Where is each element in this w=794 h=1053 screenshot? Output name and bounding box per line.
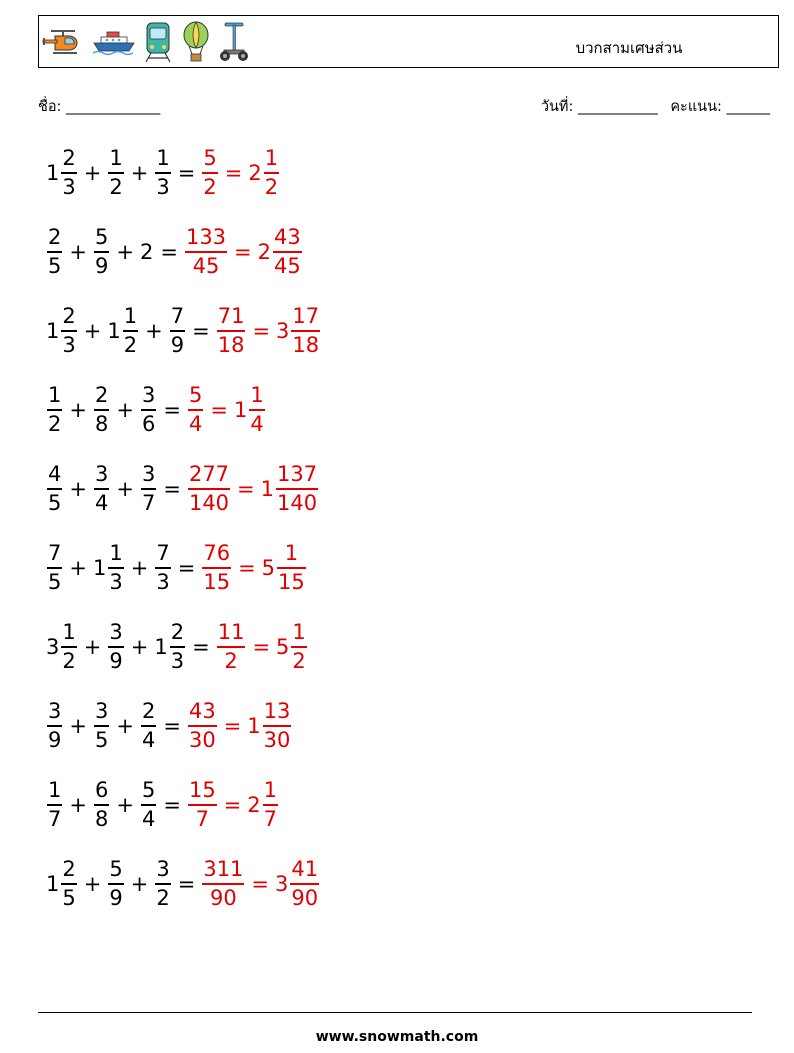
numerator: 4 bbox=[48, 462, 62, 487]
denominator: 4 bbox=[250, 411, 264, 436]
equals-sign: = bbox=[163, 714, 181, 738]
fraction bbox=[61, 306, 76, 356]
plus-sign: + bbox=[69, 793, 87, 817]
addend bbox=[107, 622, 124, 672]
plus-sign: + bbox=[130, 161, 149, 185]
fraction bbox=[141, 464, 156, 514]
numerator: 3 bbox=[141, 383, 156, 408]
numerator: 3 bbox=[156, 857, 170, 882]
numerator: 2 bbox=[62, 146, 76, 171]
whole-number: 1 bbox=[247, 714, 261, 738]
fraction bbox=[141, 780, 156, 830]
numerator: 2 bbox=[170, 620, 185, 645]
numerator: 2 bbox=[62, 304, 76, 329]
numerator: 1 bbox=[109, 541, 123, 566]
denominator: 30 bbox=[188, 727, 216, 752]
denominator: 2 bbox=[48, 411, 62, 436]
numerator: 3 bbox=[48, 699, 62, 724]
numerator: 5 bbox=[109, 857, 123, 882]
denominator: 9 bbox=[170, 332, 185, 357]
fraction bbox=[141, 385, 156, 435]
numerator: 17 bbox=[292, 304, 320, 329]
denominator: 90 bbox=[210, 885, 237, 910]
numerator: 1 bbox=[264, 146, 279, 171]
denominator: 30 bbox=[263, 727, 291, 752]
whole-number: 2 bbox=[247, 793, 261, 817]
footer-divider bbox=[38, 1012, 752, 1013]
helicopter-icon bbox=[41, 27, 87, 57]
plus-sign: + bbox=[116, 240, 134, 264]
denominator: 4 bbox=[94, 490, 109, 515]
answer bbox=[201, 148, 280, 198]
denominator: 9 bbox=[94, 253, 109, 278]
whole-number: 1 bbox=[107, 319, 121, 343]
denominator: 5 bbox=[48, 490, 62, 515]
denominator: 3 bbox=[109, 569, 123, 594]
denominator: 7 bbox=[263, 806, 278, 831]
denominator: 2 bbox=[62, 648, 76, 673]
improper-fraction-answer bbox=[202, 859, 244, 909]
equals-sign: = bbox=[192, 635, 210, 659]
denominator: 2 bbox=[264, 174, 279, 199]
numerator: 7 bbox=[170, 304, 185, 329]
numerator: 2 bbox=[141, 699, 156, 724]
numerator: 5 bbox=[141, 778, 156, 803]
denominator: 140 bbox=[188, 490, 230, 515]
fraction bbox=[170, 622, 185, 672]
fraction bbox=[108, 859, 123, 909]
answer bbox=[216, 306, 321, 356]
hot-air-balloon-icon bbox=[179, 20, 213, 64]
fraction bbox=[94, 227, 109, 277]
fraction bbox=[141, 701, 156, 751]
numerator: 3 bbox=[94, 699, 109, 724]
improper-fraction-answer bbox=[188, 464, 230, 514]
denominator: 7 bbox=[141, 490, 156, 515]
plus-sign: + bbox=[130, 556, 149, 580]
plus-sign: + bbox=[130, 872, 149, 896]
whole-number: 2 bbox=[248, 161, 262, 185]
fraction bbox=[94, 701, 109, 751]
denominator: 9 bbox=[109, 885, 123, 910]
mixed-number-answer bbox=[234, 385, 266, 435]
denominator: 4 bbox=[141, 727, 156, 752]
numerator: 7 bbox=[48, 541, 62, 566]
mixed-number-answer bbox=[275, 859, 320, 909]
whole-number: 2 bbox=[139, 240, 154, 264]
whole-number: 5 bbox=[276, 635, 290, 659]
equals-sign: = bbox=[252, 635, 271, 659]
numerator: 6 bbox=[94, 778, 109, 803]
mixed-number-answer bbox=[262, 543, 307, 593]
whole-number: 1 bbox=[92, 556, 107, 580]
equals-sign: = bbox=[234, 240, 252, 264]
numerator: 311 bbox=[203, 857, 244, 882]
answer bbox=[187, 701, 292, 751]
addend bbox=[140, 240, 154, 264]
problem-row bbox=[46, 538, 307, 598]
addend bbox=[93, 227, 110, 277]
fraction bbox=[94, 780, 109, 830]
numerator: 1 bbox=[156, 146, 170, 171]
score-field: คะแนน: ______ bbox=[670, 99, 770, 115]
equals-sign: = bbox=[224, 161, 243, 185]
fraction bbox=[47, 464, 62, 514]
answer bbox=[187, 780, 279, 830]
whole-number: 1 bbox=[46, 872, 60, 896]
fraction bbox=[155, 859, 170, 909]
answer bbox=[201, 543, 306, 593]
addend bbox=[154, 859, 171, 909]
numerator: 71 bbox=[217, 304, 245, 329]
addend bbox=[46, 543, 63, 593]
improper-fraction-answer bbox=[188, 385, 203, 435]
equals-sign: = bbox=[251, 872, 270, 896]
numerator: 1 bbox=[62, 620, 76, 645]
problem-row bbox=[46, 459, 319, 519]
plus-sign: + bbox=[83, 319, 102, 343]
plus-sign: + bbox=[116, 714, 134, 738]
improper-fraction-answer bbox=[202, 148, 217, 198]
addend bbox=[93, 543, 125, 593]
numerator: 137 bbox=[277, 462, 318, 487]
problem-row bbox=[46, 380, 266, 440]
plus-sign: + bbox=[116, 398, 134, 422]
addend bbox=[107, 306, 139, 356]
addend bbox=[46, 148, 78, 198]
fraction bbox=[249, 385, 264, 435]
mixed-number-answer bbox=[261, 464, 319, 514]
numerator: 1 bbox=[284, 541, 299, 566]
plus-sign: + bbox=[69, 556, 87, 580]
addend bbox=[140, 464, 157, 514]
fraction bbox=[263, 780, 278, 830]
fraction bbox=[264, 148, 279, 198]
numerator: 5 bbox=[188, 383, 203, 408]
denominator: 3 bbox=[62, 332, 76, 357]
whole-number: 3 bbox=[46, 635, 60, 659]
numerator: 3 bbox=[109, 620, 123, 645]
denominator: 8 bbox=[94, 806, 109, 831]
fraction bbox=[273, 227, 302, 277]
denominator: 18 bbox=[217, 332, 245, 357]
whole-number: 1 bbox=[46, 161, 60, 185]
fraction bbox=[47, 780, 62, 830]
mixed-number-answer bbox=[247, 780, 279, 830]
denominator: 5 bbox=[48, 569, 62, 594]
fraction bbox=[47, 543, 62, 593]
train-icon bbox=[141, 20, 175, 64]
footer-url: www.snowmath.com bbox=[315, 1029, 479, 1045]
addend bbox=[107, 148, 124, 198]
fraction bbox=[47, 385, 62, 435]
whole-number: 1 bbox=[154, 635, 168, 659]
problem-row bbox=[46, 617, 308, 677]
denominator: 15 bbox=[203, 569, 231, 594]
denominator: 90 bbox=[291, 885, 319, 910]
improper-fraction-answer bbox=[188, 780, 217, 830]
numerator: 1 bbox=[123, 304, 138, 329]
equals-sign: = bbox=[210, 398, 228, 422]
addend bbox=[93, 385, 110, 435]
equals-sign: = bbox=[177, 556, 196, 580]
fraction bbox=[291, 622, 306, 672]
answer bbox=[187, 385, 266, 435]
numerator: 133 bbox=[185, 225, 227, 250]
addend bbox=[46, 622, 78, 672]
date-score-fields bbox=[533, 95, 770, 118]
numerator: 7 bbox=[156, 541, 170, 566]
numerator: 1 bbox=[48, 383, 62, 408]
addend bbox=[93, 464, 110, 514]
fraction bbox=[108, 622, 123, 672]
denominator: 5 bbox=[48, 253, 62, 278]
numerator: 1 bbox=[250, 383, 264, 408]
numerator: 76 bbox=[203, 541, 231, 566]
numerator: 2 bbox=[48, 225, 62, 250]
ship-icon bbox=[91, 27, 137, 57]
addend bbox=[140, 780, 157, 830]
denominator: 45 bbox=[192, 253, 220, 278]
whole-number: 1 bbox=[233, 398, 248, 422]
equals-sign: = bbox=[252, 319, 271, 343]
fraction bbox=[155, 543, 170, 593]
whole-number: 3 bbox=[276, 319, 290, 343]
problem-row bbox=[46, 775, 279, 835]
denominator: 4 bbox=[141, 806, 156, 831]
mixed-number-answer bbox=[258, 227, 303, 277]
denominator: 5 bbox=[62, 885, 76, 910]
addend bbox=[46, 385, 63, 435]
equals-sign: = bbox=[163, 477, 181, 501]
whole-number: 3 bbox=[275, 872, 289, 896]
fraction bbox=[61, 859, 76, 909]
fraction bbox=[155, 148, 170, 198]
mixed-number-answer bbox=[248, 148, 280, 198]
plus-sign: + bbox=[69, 477, 87, 501]
fraction bbox=[123, 306, 138, 356]
fraction bbox=[170, 306, 185, 356]
addend bbox=[154, 622, 186, 672]
name-field: ชื่อ: _____________ bbox=[38, 99, 161, 115]
fraction bbox=[276, 464, 318, 514]
denominator: 8 bbox=[94, 411, 109, 436]
denominator: 7 bbox=[48, 806, 62, 831]
whole-number: 5 bbox=[261, 556, 276, 580]
date-field: วันที่: ___________ bbox=[540, 99, 658, 115]
fraction bbox=[61, 622, 76, 672]
denominator: 2 bbox=[292, 648, 306, 673]
numerator: 15 bbox=[188, 778, 216, 803]
denominator: 5 bbox=[94, 727, 109, 752]
addend bbox=[154, 148, 171, 198]
numerator: 1 bbox=[48, 778, 62, 803]
addend bbox=[46, 780, 63, 830]
numerator: 1 bbox=[263, 778, 278, 803]
addend bbox=[93, 780, 110, 830]
plus-sign: + bbox=[130, 635, 149, 659]
equals-sign: = bbox=[160, 240, 178, 264]
plus-sign: + bbox=[69, 398, 87, 422]
problem-row bbox=[46, 696, 292, 756]
denominator: 3 bbox=[170, 648, 185, 673]
equals-sign: = bbox=[163, 398, 181, 422]
plus-sign: + bbox=[116, 477, 134, 501]
fraction bbox=[108, 148, 123, 198]
improper-fraction-answer bbox=[217, 622, 246, 672]
addend bbox=[107, 859, 124, 909]
fraction bbox=[47, 227, 62, 277]
denominator: 6 bbox=[141, 411, 156, 436]
improper-fraction-answer bbox=[188, 701, 217, 751]
equals-sign: = bbox=[238, 556, 256, 580]
denominator: 2 bbox=[224, 648, 238, 673]
fraction bbox=[47, 701, 62, 751]
denominator: 3 bbox=[156, 174, 170, 199]
fraction bbox=[108, 543, 123, 593]
addend bbox=[46, 227, 63, 277]
addend bbox=[140, 701, 157, 751]
numerator: 1 bbox=[109, 146, 123, 171]
whole-number: 2 bbox=[257, 240, 272, 264]
denominator: 15 bbox=[278, 569, 305, 594]
mixed-number-answer bbox=[247, 701, 292, 751]
fraction bbox=[94, 385, 109, 435]
equals-sign: = bbox=[223, 793, 242, 817]
numerator: 277 bbox=[188, 462, 230, 487]
denominator: 9 bbox=[48, 727, 62, 752]
plus-sign: + bbox=[145, 319, 163, 343]
equals-sign: = bbox=[223, 714, 242, 738]
equals-sign: = bbox=[163, 793, 181, 817]
denominator: 2 bbox=[123, 332, 138, 357]
addend bbox=[169, 306, 186, 356]
fraction bbox=[61, 148, 76, 198]
problem-row bbox=[46, 301, 321, 361]
denominator: 2 bbox=[203, 174, 217, 199]
fraction bbox=[277, 543, 306, 593]
whole-number: 1 bbox=[46, 319, 60, 343]
answer bbox=[184, 227, 303, 277]
denominator: 3 bbox=[156, 569, 170, 594]
numerator: 3 bbox=[141, 462, 156, 487]
plus-sign: + bbox=[83, 635, 102, 659]
numerator: 3 bbox=[94, 462, 109, 487]
problem-row bbox=[46, 222, 303, 282]
plus-sign: + bbox=[116, 793, 134, 817]
equals-sign: = bbox=[177, 161, 196, 185]
numerator: 43 bbox=[188, 699, 216, 724]
numerator: 2 bbox=[94, 383, 109, 408]
plus-sign: + bbox=[69, 240, 87, 264]
answer bbox=[201, 859, 320, 909]
denominator: 2 bbox=[156, 885, 170, 910]
plus-sign: + bbox=[69, 714, 87, 738]
fraction bbox=[94, 464, 109, 514]
denominator: 4 bbox=[188, 411, 203, 436]
numerator: 5 bbox=[203, 146, 217, 171]
answer bbox=[187, 464, 319, 514]
addend bbox=[46, 859, 78, 909]
denominator: 9 bbox=[109, 648, 123, 673]
improper-fraction-answer bbox=[217, 306, 246, 356]
problem-row bbox=[46, 143, 280, 203]
denominator: 2 bbox=[109, 174, 123, 199]
mixed-number-answer bbox=[276, 306, 321, 356]
addend bbox=[93, 701, 110, 751]
denominator: 3 bbox=[62, 174, 76, 199]
fraction bbox=[291, 306, 320, 356]
numerator: 11 bbox=[217, 620, 245, 645]
fraction bbox=[263, 701, 292, 751]
equals-sign: = bbox=[237, 477, 255, 501]
equals-sign: = bbox=[177, 872, 196, 896]
addend bbox=[46, 701, 63, 751]
addend bbox=[46, 464, 63, 514]
improper-fraction-answer bbox=[202, 543, 231, 593]
addend bbox=[154, 543, 171, 593]
numerator: 41 bbox=[291, 857, 319, 882]
numerator: 43 bbox=[274, 225, 301, 250]
numerator: 5 bbox=[94, 225, 109, 250]
improper-fraction-answer bbox=[185, 227, 227, 277]
addend bbox=[140, 385, 157, 435]
segway-icon bbox=[217, 20, 251, 64]
denominator: 45 bbox=[274, 253, 301, 278]
answer bbox=[216, 622, 308, 672]
addend bbox=[46, 306, 78, 356]
denominator: 18 bbox=[292, 332, 320, 357]
fraction bbox=[290, 859, 319, 909]
numerator: 13 bbox=[263, 699, 291, 724]
whole-number: 1 bbox=[260, 477, 275, 501]
header-icons bbox=[41, 20, 251, 64]
denominator: 7 bbox=[195, 806, 209, 831]
plus-sign: + bbox=[83, 161, 102, 185]
equals-sign: = bbox=[192, 319, 210, 343]
plus-sign: + bbox=[83, 872, 102, 896]
worksheet-title: บวกสามเศษส่วน bbox=[575, 39, 683, 57]
worksheet-header bbox=[38, 15, 779, 68]
denominator: 140 bbox=[277, 490, 318, 515]
numerator: 2 bbox=[62, 857, 76, 882]
problem-row bbox=[46, 854, 320, 914]
numerator: 1 bbox=[292, 620, 306, 645]
mixed-number-answer bbox=[276, 622, 308, 672]
